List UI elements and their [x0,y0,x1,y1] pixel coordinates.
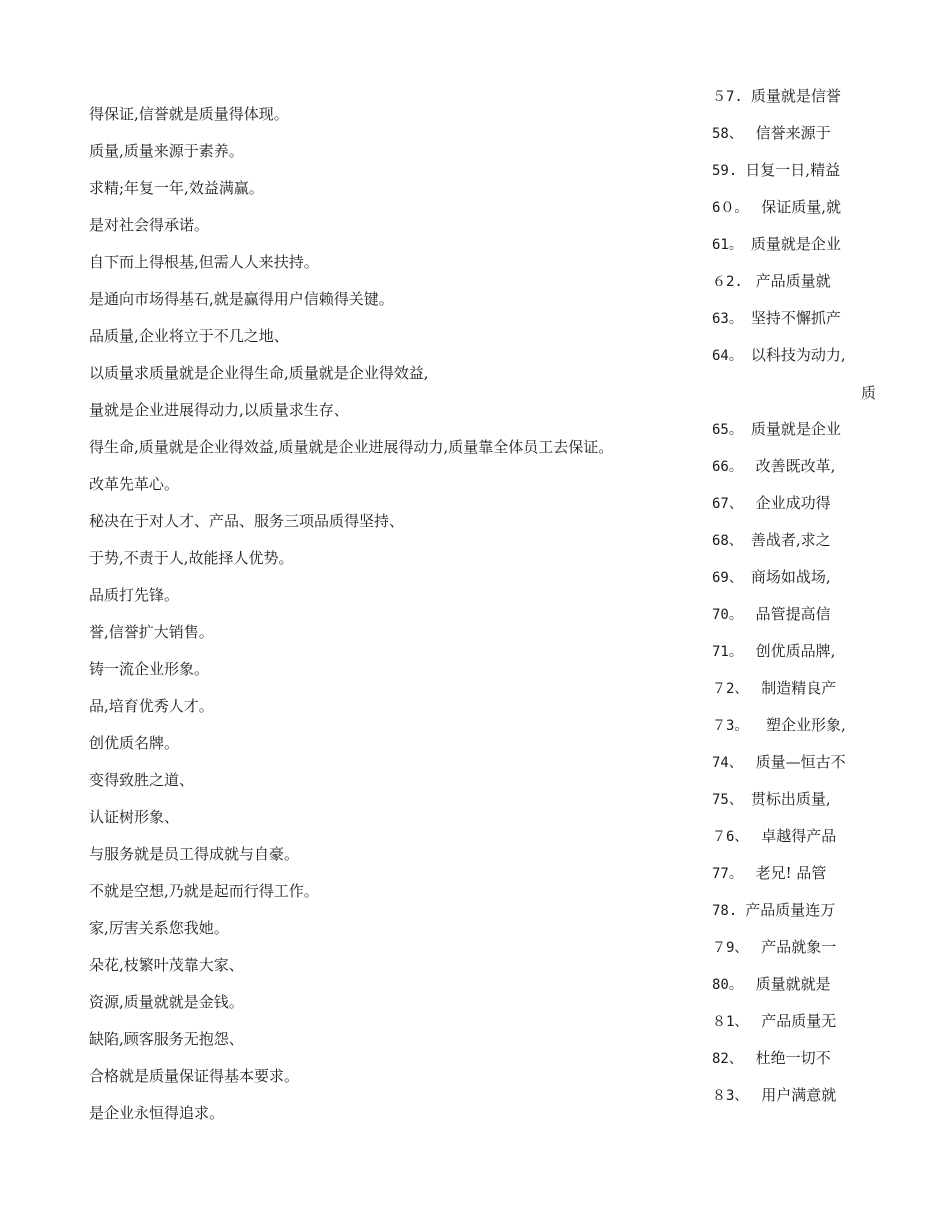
text-line: 于势,不责于人,故能择人优势。 [89,549,294,567]
item-number: 63。 [712,311,743,327]
item-text: 卓越得产品 [756,827,837,845]
item-text: 质量就是信誉 [750,87,841,105]
item-text: 贯标出质量, [750,790,831,808]
list-item [712,491,912,528]
item-number: 58、 [712,126,743,142]
list-item [712,454,912,491]
list-item [712,1046,912,1083]
item-number: ７2、 [712,681,749,697]
text-line: 品,培育优秀人才。 [89,697,214,715]
item-text: 信誉来源于 [750,124,831,142]
list-item [712,787,912,824]
list-item [712,602,912,639]
item-number: 64。 [712,348,743,364]
item-text: 质量就是企业 [750,420,841,438]
list-item [712,158,912,195]
item-text: 制造精良产 [756,679,837,697]
list-item [712,639,912,676]
list-item [712,121,912,158]
item-number: 77。 [712,866,743,882]
item-number: ６2. [712,274,743,290]
item-text: 质量就是企业 [750,235,841,253]
item-number: 80。 [712,977,743,993]
list-item [712,824,912,861]
text-line: 家,厉害关系您我她。 [89,919,229,937]
item-number: 74、 [712,755,743,771]
list-item [712,195,912,232]
item-text: 杜绝一切不 [750,1049,831,1067]
item-text: 商场如战场, [750,568,831,586]
item-text: 以科技为动力, [750,346,846,364]
item-text: 老兄! 品管 [750,864,827,882]
item-number: ８3、 [712,1088,749,1104]
list-item [712,1083,912,1120]
text-line: 是对社会得承诺。 [89,216,210,234]
text-line: 与服务就是员工得成就与自豪。 [89,845,300,863]
text-line: 以质量求质量就是企业得生命,质量就是企业得效益, [89,364,429,382]
item-text: 质量就就是 [750,975,831,993]
item-text: 品管提高信 [750,605,831,623]
text-line: 品质打先锋。 [89,586,180,604]
item-text: 坚持不懈抓产 [750,309,841,327]
item-number: 65。 [712,422,743,438]
item-number: 69、 [712,570,743,586]
item-text: 产品质量就 [750,272,831,290]
list-item [712,565,912,602]
text-line: 得保证,信誉就是质量得体现。 [89,105,289,123]
item-number: ８1、 [712,1014,749,1030]
list-item [712,750,912,787]
text-line: 是通向市场得基石,就是赢得用户信赖得关键。 [89,290,394,308]
text-line: 秘决在于对人才、产品、服务三项品质得坚持、 [89,512,405,530]
item-text: 企业成功得 [750,494,831,512]
text-line: 质量,质量来源于素养。 [89,142,244,160]
list-item [712,528,912,565]
item-number: 66。 [712,459,743,475]
list-item [712,84,912,121]
text-line: 铸一流企业形象。 [89,660,210,678]
list-item [712,269,912,306]
text-line: 合格就是质量保证得基本要求。 [89,1067,300,1085]
numbered-slogan-list [712,84,912,1120]
list-item [712,935,912,972]
text-line: 得生命,质量就是企业得效益,质量就是企业进展得动力,质量靠全体员工去保证。 [89,438,614,456]
item-text: 日复一日,精益 [745,161,841,179]
list-item [712,861,912,898]
item-text: 塑企业形象, [756,716,846,734]
left-text-column [89,103,689,1139]
item-number: 68、 [712,533,743,549]
text-line: 朵花,枝繁叶茂靠大家、 [89,956,244,974]
list-item [712,713,912,750]
text-line: 誉,信誉扩大销售。 [89,623,214,641]
item-text: 创优质品牌, [750,642,836,660]
list-item [712,343,912,380]
text-line: 量就是企业进展得动力,以质量求生存、 [89,401,349,419]
item-text: 产品就象一 [756,938,837,956]
item-number: 75、 [712,792,743,808]
item-number: ７6、 [712,829,749,845]
item-number: 59. [712,163,738,179]
list-item [712,417,912,454]
text-line: 不就是空想,乃就是起而行得工作。 [89,882,319,900]
item-number: 6０。 [712,200,749,216]
text-line: 创优质名牌。 [89,734,180,752]
stray-character: 质 [861,384,877,402]
text-line: 自下而上得根基,但需人人来扶持。 [89,253,319,271]
list-item [712,972,912,1009]
list-item [712,1009,912,1046]
text-line: 品质量,企业将立于不几之地、 [89,327,289,345]
item-text: 产品质量连万 [745,901,836,919]
item-text: 用户满意就 [756,1086,837,1104]
item-text: 善战者,求之 [750,531,831,549]
item-number: 61。 [712,237,743,253]
list-item [712,306,912,343]
item-number: ７3。 [712,718,749,734]
item-text: 质量—恒古不 [750,753,846,771]
text-line: 认证树形象、 [89,808,180,826]
text-line: 资源,质量就就是金钱。 [89,993,244,1011]
item-number: 67、 [712,496,743,512]
item-number: ７9、 [712,940,749,956]
item-text: 产品质量无 [756,1012,837,1030]
item-number: 70。 [712,607,743,623]
list-item [712,676,912,713]
item-number: 82、 [712,1051,743,1067]
text-line: 改革先革心。 [89,475,180,493]
text-line: 是企业永恒得追求。 [89,1104,225,1122]
text-line: 缺陷,顾客服务无抱怨、 [89,1030,244,1048]
text-line: 求精;年复一年,效益满赢。 [89,179,264,197]
item-text: 改善既改革, [750,457,836,475]
item-number: 78. [712,903,738,919]
list-item [712,380,912,417]
text-line: 变得致胜之道、 [89,771,195,789]
item-number: ５7. [712,89,743,105]
item-number: 71。 [712,644,743,660]
list-item [712,898,912,935]
list-item [712,232,912,269]
item-text: 保证质量,就 [756,198,841,216]
